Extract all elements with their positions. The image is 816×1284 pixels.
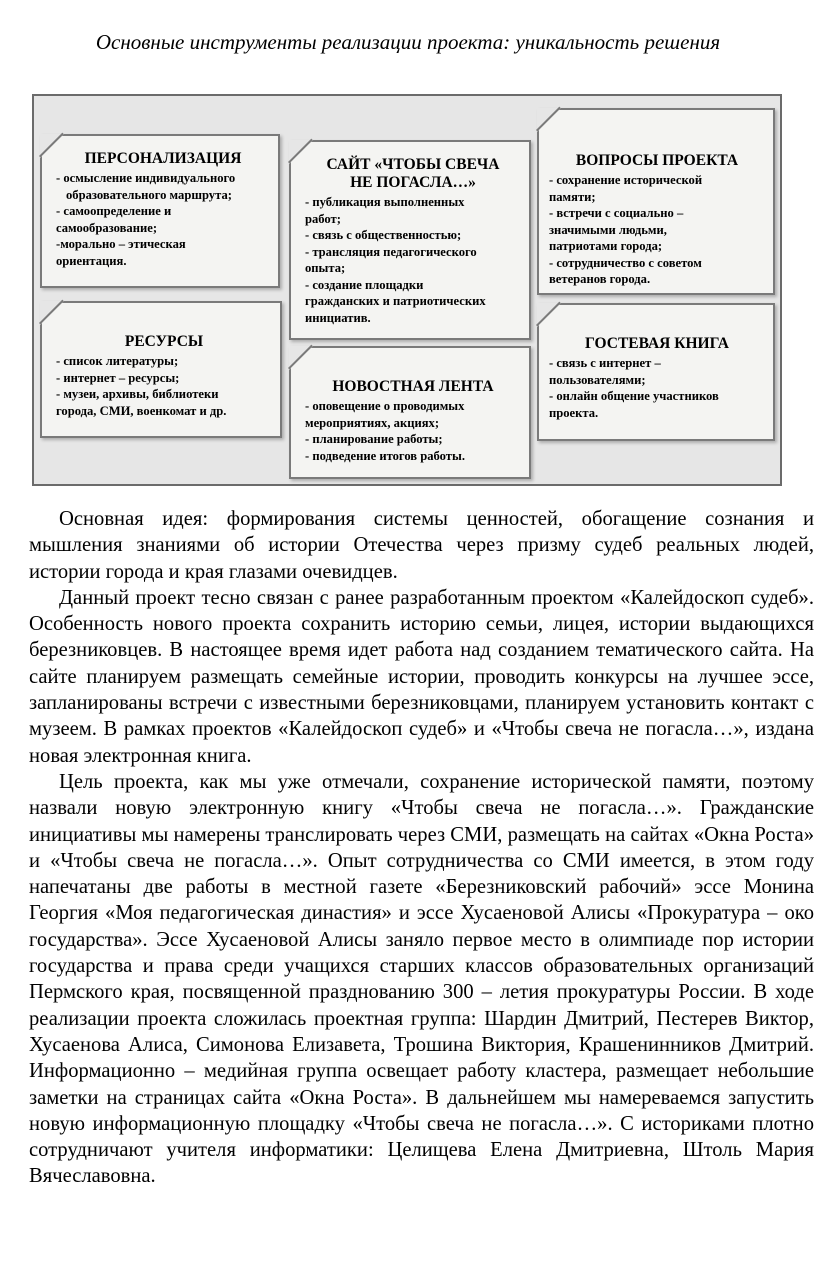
box-item: - связь с интернет – bbox=[549, 356, 661, 370]
box-item: - создание площадки bbox=[305, 277, 424, 292]
box-title: ГОСТЕВАЯ КНИГА bbox=[585, 335, 729, 352]
box-personalization bbox=[40, 134, 280, 288]
paragraph-project-goal: Цель проекта, как мы уже отмечали, сохранение исторической памяти, поэтому назвали новую электронную книгу «Чтобы свеча не погасла…». Гражданские инициативы мы намерены транслировать через СМИ, размещать на сайтах «Окна Роста» и «Чтобы свеча не погасла…». Опыт сотрудничества со СМИ имеется, в этом году напечатаны две работы в местной газете «Березниковский рабочий» эссе Монина Георгия «Моя педагогическая династия» и эссе Хусаеновой Алисы «Прокуратура – око государства». Эссе Хусаеновой Алисы заняло первое место в олимпиаде пор истории государства и права среди учащихся старших классов образовательных организаций Пермского края, посвященной празднованию 300 – летия прокуратуры России. В ходе реализации проекта сложилась проектная группа: Шардин Дмитрий, Пестерев Виктор, Хусаенова Алиса, Симонова Елизавета, Трошина Виктория, Крашенинников Дмитрий. Информационно – медийная группа освещает работу кластера, размещает небольшие заметки на страницах сайта «Окна Роста». В дальнейшем мы намереваемся запустить новую информационную площадку «Чтобы свеча не погасла…». С историками плотно сотрудничают учителя информатики: Целищева Елена Дмитриевна, Штоль Мария Вячеславовна. bbox=[29, 770, 814, 1188]
box-item: -морально – этическая bbox=[56, 237, 186, 251]
box-resources bbox=[40, 301, 282, 438]
box-item: ориентация. bbox=[56, 253, 127, 268]
box-item: - встречи с социально – bbox=[549, 206, 684, 220]
box-item: - музеи, архивы, библиотеки bbox=[56, 387, 219, 401]
box-item: - связь с общественностью; bbox=[305, 228, 462, 242]
box-title: РЕСУРСЫ bbox=[124, 333, 204, 350]
box-title: НОВОСТНАЯ ЛЕНТА bbox=[332, 378, 494, 395]
paragraph-project-link: Данный проект тесно связан с ранее разработанным проектом «Калейдоскоп судеб». Особенность нового проекта сохранить историю семьи, лицея, истории выдающихся березниковцев. В настоящее время идет работа над созданием тематического сайта. На сайте планируем размещать семейные истории, проводить конкурсы на лучшее эссе, запланированы встречи с известными березниковцами, планируем установить контакт с музеем. В рамках проектов «Калейдоскоп судеб» и «Чтобы свеча не погасла…», издана новая электронная книга. bbox=[29, 586, 814, 767]
box-item: опыта; bbox=[305, 261, 346, 275]
box-item: - самоопределение и bbox=[56, 204, 172, 218]
box-item: - осмысление индивидуального bbox=[56, 171, 236, 185]
box-item: - трансляция педагогического bbox=[305, 244, 477, 259]
box-item: работ; bbox=[305, 211, 341, 226]
box-item: - публикация выполненных bbox=[305, 195, 465, 209]
box-item: значимыми людьми, bbox=[549, 222, 667, 237]
box-title: ВОПРОСЫ ПРОЕКТА bbox=[575, 152, 739, 169]
box-item: проекта. bbox=[549, 405, 599, 420]
box-item: пользователями; bbox=[549, 372, 646, 387]
box-item: города, СМИ, военкомат и др. bbox=[56, 403, 227, 418]
paragraph-main-idea: Основная идея: формирования системы ценностей, обогащение сознания и мышления знаниями об истории Отечества через призму судеб реальных людей, истории города и края глазами очевидцев. bbox=[29, 508, 814, 583]
corner-cut bbox=[40, 134, 64, 158]
corner-cut bbox=[289, 140, 313, 164]
box-item: патриотами города; bbox=[549, 239, 663, 253]
tools-diagram bbox=[32, 94, 782, 486]
box-item: самообразование; bbox=[56, 220, 158, 235]
box-item: - подведение итогов работы. bbox=[305, 448, 465, 463]
box-item: - интернет – ресурсы; bbox=[56, 370, 180, 385]
box-site bbox=[289, 140, 531, 340]
box-item: гражданских и патриотических bbox=[305, 294, 486, 308]
box-guestbook bbox=[537, 303, 775, 441]
box-item: - планирование работы; bbox=[305, 432, 443, 446]
box-title: ПЕРСОНАЛИЗАЦИЯ bbox=[84, 150, 242, 167]
corner-cut bbox=[537, 108, 561, 132]
corner-cut bbox=[289, 346, 313, 370]
box-questions bbox=[537, 108, 775, 295]
box-item: - сотрудничество с советом bbox=[549, 255, 702, 270]
box-item: образовательного маршрута; bbox=[66, 187, 232, 202]
box-item: мероприятиях, акциях; bbox=[305, 415, 440, 430]
box-item: инициатив. bbox=[305, 310, 371, 325]
box-item: - сохранение исторической bbox=[549, 173, 703, 187]
box-item: памяти; bbox=[549, 189, 596, 204]
box-item: - онлайн общение участников bbox=[549, 389, 719, 403]
corner-cut bbox=[40, 301, 64, 325]
box-item: - оповещение о проводимых bbox=[305, 399, 465, 413]
box-item: ветеранов города. bbox=[549, 272, 651, 286]
corner-cut bbox=[537, 303, 561, 327]
box-title: САЙТ «ЧТОБЫ СВЕЧА НЕ ПОГАСЛА…» bbox=[326, 156, 500, 191]
page-title: Основные инструменты реализации проекта: уникальность решения bbox=[95, 30, 721, 54]
body-text bbox=[29, 506, 814, 1190]
box-news bbox=[289, 346, 531, 479]
box-item: - список литературы; bbox=[56, 354, 179, 368]
